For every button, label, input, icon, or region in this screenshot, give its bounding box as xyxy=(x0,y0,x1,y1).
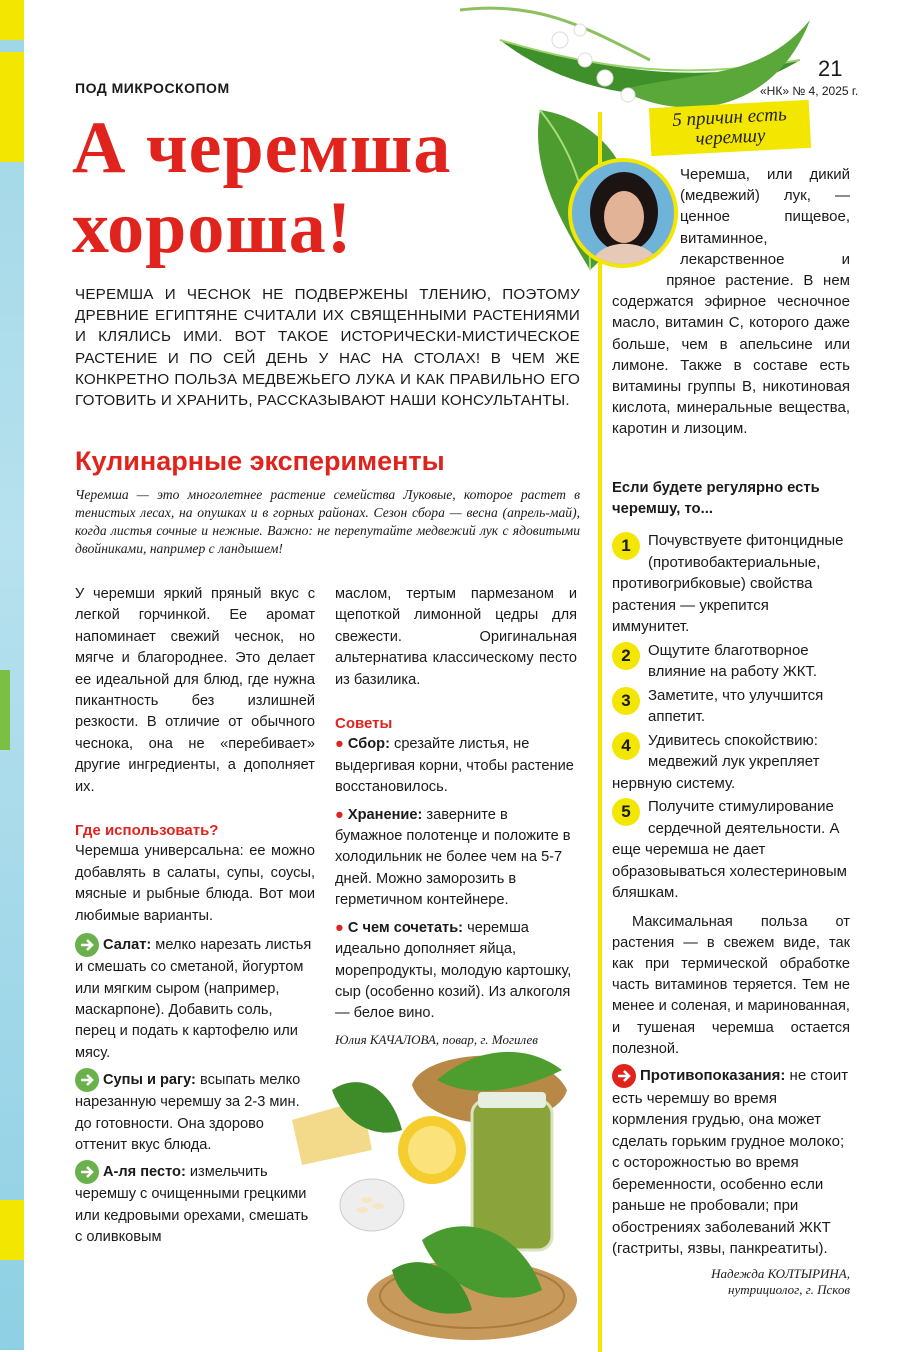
pesto-text: измельчить черемшу с очищенными грецкими или кедровыми орехами, смешать с оливковым xyxy=(75,1164,309,1246)
sidebar-intro-text: Черемша, или дикий (медвежий) лук, — ценное пищевое, витаминное, лекарственное и пряное растение. В нем содержатся эфирное чесночное масло, витамин С, которого даже больше, чем в апельсине или лимоне. Также в составе есть витамины группы В, никотиновая кислота, минеральные вещества, каротин и лизоцим. xyxy=(612,166,850,438)
nutritionist-role: нутрициолог, г. Псков xyxy=(728,1281,850,1297)
soup-label: Супы и рагу: xyxy=(103,1071,196,1088)
title-line-2: хороша! xyxy=(72,187,353,269)
cook-signature: Юлия КАЧАЛОВА, повар, г. Могилев xyxy=(335,1031,538,1047)
sidebar-paragraph: Максимальная польза от растения — в свежем виде, так как при термической обработке часть витаминов теряется. Тем не менее и соленая, и маринованная, и тушеная черемша остается полезной. xyxy=(612,913,850,1057)
reasons-block xyxy=(612,478,850,1298)
reasons-heading: Если будете регулярно есть черемшу, то... xyxy=(612,480,820,517)
column-2 xyxy=(335,584,577,1050)
reason-number-badge: 5 xyxy=(612,798,640,826)
article-lead: ЧЕРЕМША И ЧЕСНОК НЕ ПОДВЕРЖЕНЫ ТЛЕНИЮ, ПОЭТОМУ ДРЕВНИЕ ЕГИПТЯНЕ СЧИТАЛИ ИХ СВЯЩЕННЫМИ РАСТЕНИЯМИ И КЛЯЛИСЬ ИМИ. ВОТ ТАКОЕ ИСТОРИЧЕСКИ-МИСТИЧЕСКОЕ РАСТЕНИЕ И ПО СЕЙ ДЕНЬ У НАС НА СТОЛАХ! В ЧЕМ ЖЕ КОНКРЕТНО ПОЛЬЗА МЕДВЕЖЬЕГО ЛУКА И КАК ПРАВИЛЬНО ЕГО ГОТОВИТЬ И ХРАНИТЬ, РАССКАЗЫВАЮТ НАШИ КОНСУЛЬТАНТЫ. xyxy=(75,286,580,410)
reason-text: Почувствуете фитонцидные (противобактериальные, противогрибковые) свойства растения — укрепится иммунитет. xyxy=(612,532,844,635)
pesto-food-photo xyxy=(222,1030,592,1350)
edge-yellow-stripe xyxy=(0,0,24,40)
salad-text: мелко нарезать листья и смешать со сметаной, йогуртом или мягким сыром (например, маскарпоне). Добавить соль, перец и подать к картофелю или мясу. xyxy=(75,936,312,1061)
reason-number-badge: 4 xyxy=(612,732,640,760)
bullet-dot-icon: ● xyxy=(335,806,344,823)
bullet-dot-icon: ● xyxy=(335,919,344,936)
article-title xyxy=(72,108,592,268)
reason-number-badge: 1 xyxy=(612,532,640,560)
edge-yellow-stripe xyxy=(0,52,24,162)
reason-item xyxy=(612,730,850,795)
tip-pairing-label: С чем сочетать: xyxy=(347,919,464,936)
avatar-spacer xyxy=(612,164,680,274)
salad-label: Салат: xyxy=(103,936,152,953)
reason-number-badge: 2 xyxy=(612,642,640,670)
pesto-label: А-ля песто: xyxy=(103,1164,186,1181)
reason-text: Получите стимулирование сердечной деятельности. А еще черемша не дает образовываться холестериновым бляшкам. xyxy=(612,798,847,901)
tips-heading: Советы xyxy=(335,715,393,733)
soup-text: всыпать мелко нарезанную черемшу за 2-3 мин. до готовности. Она здорово оттенит вкус блюда. xyxy=(75,1071,301,1153)
arrow-right-icon xyxy=(75,1160,99,1184)
arrow-right-icon xyxy=(75,1068,99,1092)
reason-text: Удивитесь спокойствию: медвежий лук укрепляет нервную систему. xyxy=(612,731,820,792)
tip-harvest-text: срезайте листья, не выдергивая корни, чтобы растение восстановилось. xyxy=(335,736,574,796)
tip-harvest-label: Сбор: xyxy=(347,736,390,753)
bullet-dot-icon: ● xyxy=(335,736,344,753)
reason-item xyxy=(612,530,850,638)
edge-green-stripe xyxy=(0,670,10,750)
reason-item xyxy=(612,640,850,683)
col1-paragraph: Черемша универсальна: ее можно добавлять в салаты, супы, соусы, мясные и рыбные блюда. Вот мои любимые варианты. xyxy=(75,843,315,924)
contraindications xyxy=(612,1064,850,1260)
reason-text: Заметите, что улучшится аппетит. xyxy=(648,686,824,725)
tip-storage-label: Хранение: xyxy=(347,806,423,823)
section-label: ПОД МИКРОСКОПОМ xyxy=(75,80,230,96)
tip-pairing xyxy=(335,918,577,1025)
sidebar-badge: 5 причин есть черемшу xyxy=(649,100,811,156)
tip-harvest xyxy=(335,734,577,798)
reason-text: Ощутите благотворное влияние на работу ЖКТ. xyxy=(648,641,818,680)
reason-item xyxy=(612,685,850,728)
section-heading: Кулинарные эксперименты xyxy=(75,446,445,476)
nutritionist-name: Надежда КОЛТЫРИНА, xyxy=(711,1265,850,1281)
reason-number-badge: 3 xyxy=(612,687,640,715)
title-line-1: А черемша xyxy=(72,107,452,189)
arrow-right-icon xyxy=(75,933,99,957)
reason-item xyxy=(612,796,850,904)
col1-paragraph: У черемши яркий пряный вкус с легкой горчинкой. Ее аромат напоминает свежий чеснок, но мягче и благороднее. Это делает ее идеальной для блюд, где нужна пикантность без излишней резкости. В отличие от обычного чеснока, она не «перебивает» другие ингредиенты, а дополняет их. xyxy=(75,586,315,795)
col2-paragraph: маслом, тертым пармезаном и щепоткой лимонной цедры для свежести. Оригинальная альтернатива классическому песто из базилика. xyxy=(335,586,577,688)
sidebar-intro xyxy=(612,164,850,440)
edge-yellow-stripe xyxy=(0,1200,24,1260)
where-heading: Где использовать? xyxy=(75,822,219,840)
contra-text: не стоит есть черемшу во время кормления грудью, она может сделать горьким грудное молоко; с осторожностью во время беременности, особенно если раньше не пробовали; при обострениях заболеваний ЖКТ (гастриты, язвы, панкреатиты). xyxy=(612,1066,849,1258)
section-intro: Черемша — это многолетнее растение семейства Луковые, которое растет в тенистых лесах, на опушках и в горных районах. Сезон сбора — весна (апрель-май), когда листья сочные и нежные. Важно: не перепутайте медвежий лук с ядовитыми двойниками, например с ландышем! xyxy=(75,487,580,556)
tip-pairing-text: черемша идеально дополняет яйца, морепродукты, молодую картошку, сыр (особенно козий). Из алкоголя — белое вино. xyxy=(335,919,572,1022)
tip-storage-text: заверните в бумажное полотенце и положите в холодильник не более чем на 5-7 дней. Можно заморозить в герметичном контейнере. xyxy=(335,806,571,909)
tip-storage xyxy=(335,805,577,912)
issue-label: «НК» № 4, 2025 г. xyxy=(760,84,859,98)
arrow-right-icon xyxy=(612,1064,636,1088)
page-number: 21 xyxy=(818,56,843,81)
contra-label: Противопоказания: xyxy=(640,1066,786,1084)
